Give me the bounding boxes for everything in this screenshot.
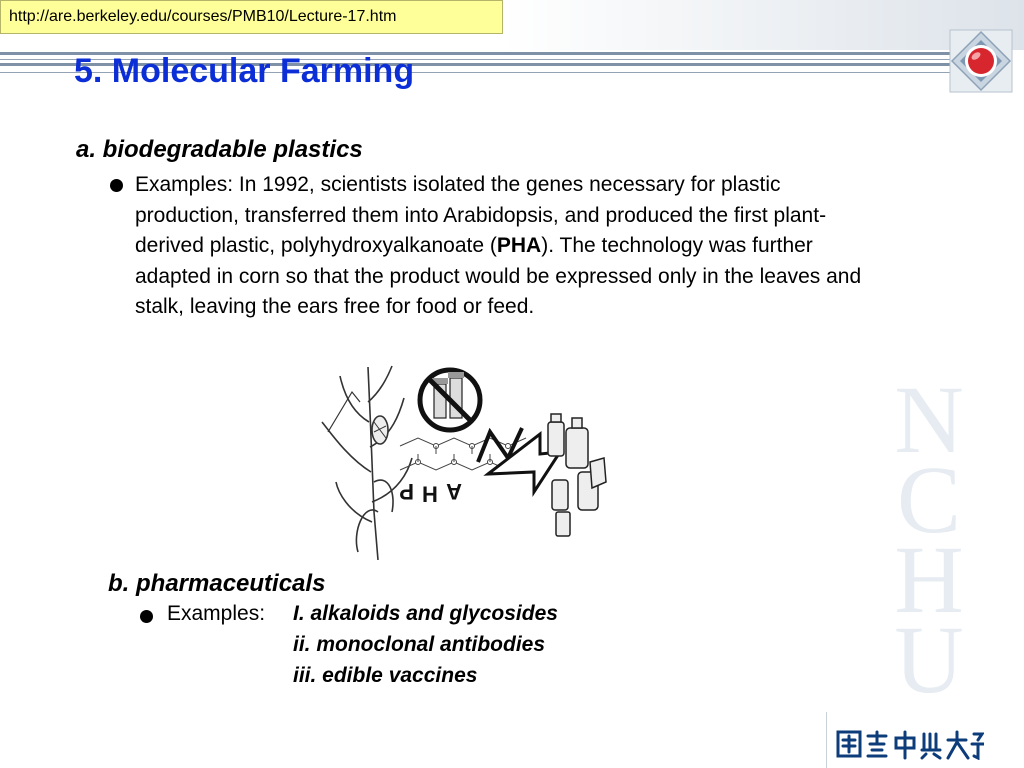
figure-letter-a: A <box>446 479 462 504</box>
prohibited-bottles-icon <box>420 370 480 430</box>
corner-emblem-icon <box>946 26 1016 96</box>
figure-letter-p: P <box>399 479 414 504</box>
example-item: ii. monoclonal antibodies <box>293 633 546 656</box>
section-b-bullet <box>140 602 640 702</box>
corn-plant-icon <box>322 366 412 560</box>
watermark-letter: H <box>894 526 964 633</box>
university-logo-icon <box>834 728 984 760</box>
watermark-letter: U <box>894 606 964 713</box>
slide-title: 5. Molecular Farming <box>74 52 415 90</box>
example-item: I. alkaloids and glycosides <box>293 602 558 625</box>
figure-letter-h: H <box>422 482 438 507</box>
footer-divider <box>826 712 827 768</box>
section-b-heading: b. pharmaceuticals <box>108 570 326 597</box>
university-watermark <box>854 366 1004 720</box>
examples-label: Examples: <box>167 602 266 625</box>
source-url-label: http://are.berkeley.edu/courses/PMB10/Lecture-17.htm <box>0 0 503 34</box>
section-a-heading: a. biodegradable plastics <box>76 136 363 163</box>
plastic-products-icon <box>548 414 606 536</box>
pha-letters <box>399 479 462 507</box>
pha-corn-illustration <box>308 362 610 560</box>
bullet-dot-icon <box>140 610 153 623</box>
watermark-letter: N <box>894 366 964 473</box>
section-a-bullet-text <box>135 170 880 323</box>
example-item: iii. edible vaccines <box>293 664 478 687</box>
watermark-letter: C <box>896 446 962 553</box>
bullet-text-part-2: ). The technology was further adapted in corn so that the product would be expressed only in the leaves and stalk, leaving the ears free for food or feed. <box>135 234 862 318</box>
pha-abbreviation: PHA <box>496 234 542 257</box>
section-a-bullet <box>110 170 880 323</box>
bullet-dot-icon <box>110 179 123 192</box>
bullet-text-part-1: Examples: In 1992, scientists isolated the genes necessary for plastic production, transferred them into Arabidopsis, and produced the first plant-derived plastic, polyhydroxyalkanoate ( <box>135 173 827 257</box>
